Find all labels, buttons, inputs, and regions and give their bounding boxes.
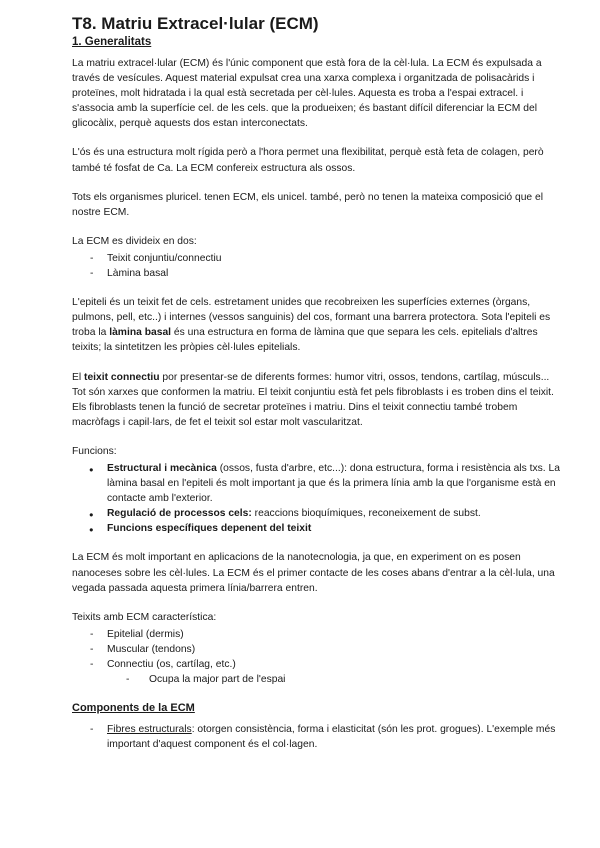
list-item: - Connectiu (os, cartílag, etc.) xyxy=(72,657,560,672)
section-heading-generalitats: 1. Generalitats xyxy=(72,36,152,48)
paragraph-epiteli: L'epiteli és un teixit fet de cels. estretament unides que recobreixen les superfícies externes (òrgans, pulmons, pell, etc..) i internes (vessos sanguinis) del cos, formant una barrera protectora. Sota l'epiteli es troba la làmina basal és una estructura en forma de làmina que que separa les cels. epitelials d'altres teixits; la sintetitzen les pròpies cèl·lules epitelials. xyxy=(72,297,551,354)
teixits-label: Teixits amb ECM característica: xyxy=(72,611,217,623)
list-item: - Epitelial (dermis) xyxy=(72,627,560,642)
paragraph-nanotech: La ECM és molt important en aplicacions de la nanotecnologia, ja que, en experiment on es posen nanoceses sobre les cèl·lules. La ECM és el primer contacte de les coses abans d'entrar a la cèl·lula, una vegada passada aquesta primera línia/barrera entren. xyxy=(72,552,555,594)
funcions-label: Funcions: xyxy=(72,445,117,457)
divisions-list xyxy=(72,251,560,281)
list-item: - Fibres estructurals: otorgen consistència, forma i elasticitat (són les prot. grogues). L'exemple més important d'aquest component és el col·lagen. xyxy=(72,722,560,752)
paragraph-intro: La matriu extracel·lular (ECM) és l'únic component que està fora de la cèl·lula. La ECM és expulsada a través de vesícules. Aquest material expulsat crea una xarxa complexa i organitzada de polisacàrids i proteïnes, molt hidratada i la qual està secretada per cèl·lules. Aquesta es troba a l'espai extracel. i s'associa amb la superfície cel. de les cels. que la produeixen; és bastant difícil diferenciar la ECM del glicocàlix, perquè aquests dos estan interconectats. xyxy=(72,58,542,130)
components-list xyxy=(72,722,560,752)
paragraph-bone: L'ós és una estructura molt rígida però a l'hora permet una flexibilitat, perquè està feta de colagen, però també té fosfat de Ca. La ECM confereix estructura als ossos. xyxy=(72,147,544,174)
page-title: T8. Matriu Extracel·lular (ECM) xyxy=(72,14,319,33)
section-heading-components: Components de la ECM xyxy=(72,702,195,715)
list-item: ● Funcions específiques depenent del teixit xyxy=(72,521,560,536)
list-item: - Teixit conjuntiu/connectiu xyxy=(72,251,560,266)
list-item: - Muscular (tendons) xyxy=(72,642,560,657)
paragraph-divisions-intro: La ECM es divideix en dos: xyxy=(72,235,197,247)
funcions-list xyxy=(72,461,560,536)
bold-term: làmina basal xyxy=(109,327,172,339)
list-item: ● Estructural i mecànica (ossos, fusta d'arbre, etc...): dona estructura, forma i resistència als txs. La làmina basal en l'epiteli és molt important ja que és la primera línia amb la que l'organisme està en contacte amb l'exterior. xyxy=(72,461,560,506)
bold-term: teixit connectiu xyxy=(84,371,160,383)
teixits-list xyxy=(72,627,560,687)
list-item: - Ocupa la major part de l'espai xyxy=(72,672,560,687)
paragraph-connectiu: El teixit connectiu por presentar-se de diferents formes: humor vitri, ossos, tendons, cartílag, músculs... Tot són xarxes que conformen la matriu. El teixit conjuntiu està fet pels fibroblasts i es troben dins el teixit. Els fibroblasts tenen la funció de secretar proteïnes i matriu. Dins el teixit connectiu també trobem macròfags i capil·lars, de fet el teixit sol estar molt vascularitzat. xyxy=(72,371,554,428)
list-item: ● Regulació de processos cels: reaccions bioquímiques, reconeixement de subst. xyxy=(72,506,560,521)
paragraph-organisms: Tots els organismes pluricel. tenen ECM, els unicel. també, però no tenen la mateixa composició que el nostre ECM. xyxy=(72,191,544,218)
list-item: - Làmina basal xyxy=(72,266,560,281)
